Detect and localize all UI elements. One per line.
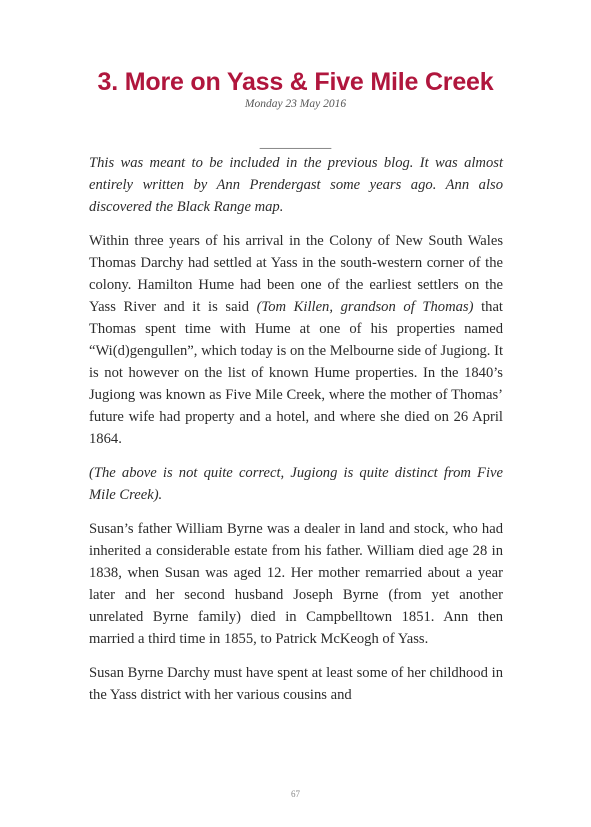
paragraph-1-end: that Thomas spent time with Hume at one of his properties named “Wi(d)gengullen”, which today is on the Melbourne side of Jugiong. It is not however on the list of known Hume properties. In the 1840’s Jugiong was known as Five Mile Creek, where the mother of Thomas’ future wife had property and a hotel, and where she died on 26 April 1864. bbox=[89, 299, 503, 447]
article-body bbox=[89, 152, 503, 718]
page-number: 67 bbox=[291, 789, 300, 799]
post-date: Monday 23 May 2016 bbox=[244, 98, 347, 110]
paragraph-1-start: Within three years of his arrival in the Colony of New South Wales Thomas Darchy had settled at Yass in the south-western corner of the colony. Hamilton Hume had been one of the earliest settlers on the Yass River and it is said bbox=[89, 233, 503, 315]
intro-paragraph: This was meant to be included in the previous blog. It was almost entirely written by Ann Prendergast some years ago. Ann also discovered the Black Range map. bbox=[89, 155, 503, 215]
title-divider: ___________ bbox=[259, 135, 332, 150]
paragraph-1 bbox=[89, 230, 503, 450]
paragraph-1-citation: (Tom Killen, grandson of Thomas) bbox=[256, 299, 474, 315]
paragraph-3: Susan Byrne Darchy must have spent at least some of her childhood in the Yass district with her various cousins and bbox=[89, 665, 503, 703]
paragraph-2: Susan’s father William Byrne was a dealer in land and stock, who had inherited a considerable estate from his father. William died age 28 in 1838, when Susan was aged 12. Her mother remarried about a year later and her second husband Joseph Byrne (from yet another unrelated Byrne family) died in Campbelltown 1851. Ann then married a third time in 1855, to Patrick McKeogh of Yass. bbox=[89, 521, 503, 647]
page-title: 3. More on Yass & Five Mile Creek bbox=[97, 68, 494, 96]
correction-note: (The above is not quite correct, Jugiong is quite distinct from Five Mile Creek). bbox=[89, 465, 503, 503]
